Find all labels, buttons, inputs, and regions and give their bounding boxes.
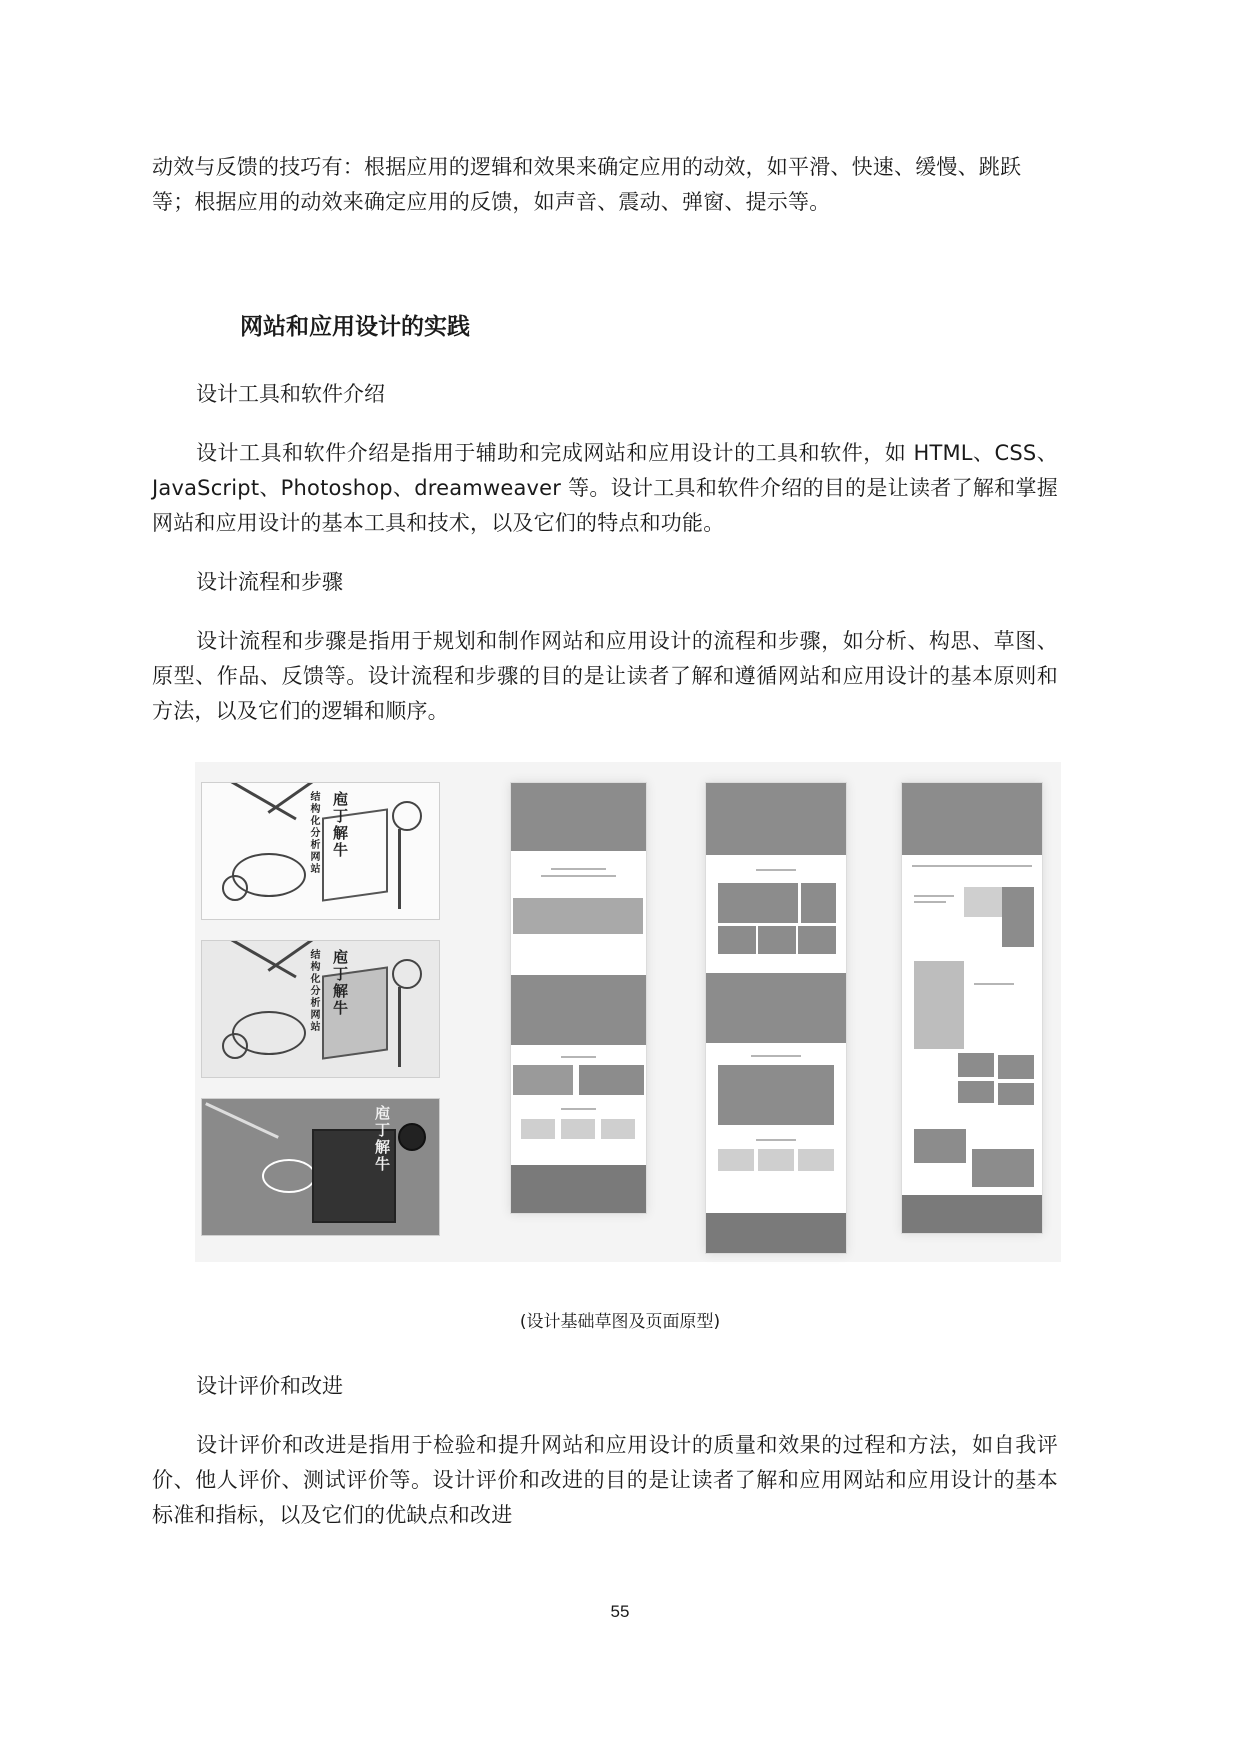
flow-paragraph: 设计流程和步骤是指用于规划和制作网站和应用设计的流程和步骤，如分析、构思、草图、原型、作品、反馈等。设计流程和步骤的目的是让读者了解和遵循网站和应用设计的基本原则和方法，以及它们的逻辑和顺序。 — [152, 629, 1058, 723]
sketch-title-2: 庖丁解牛 — [331, 949, 349, 1017]
intro-line-2: 等；根据应用的动效来确定应用的反馈，如声音、震动、弹窗、提示等。 — [152, 190, 831, 214]
wireframe-prototype-2 — [705, 782, 847, 1254]
sketch-image-3 — [201, 1098, 440, 1236]
flow-subheading: 设计流程和步骤 — [196, 570, 343, 594]
tools-subheading: 设计工具和软件介绍 — [196, 382, 385, 406]
sketch-title-1: 庖丁解牛 — [331, 791, 349, 859]
eval-paragraph: 设计评价和改进是指用于检验和提升网站和应用设计的质量和效果的过程和方法，如自我评价、他人评价、测试评价等。设计评价和改进的目的是让读者了解和应用网站和应用设计的基本标准和指标，以及它们的优缺点和改进 — [152, 1433, 1058, 1527]
sketch-subtitle-2: 结构化分析网站 — [308, 949, 319, 1033]
wireframe-prototype-1 — [510, 782, 647, 1214]
eval-subheading: 设计评价和改进 — [196, 1374, 343, 1398]
sketch-subtitle-1: 结构化分析网站 — [308, 791, 319, 875]
sketch-image-2 — [201, 940, 440, 1078]
section-heading: 网站和应用设计的实践 — [240, 314, 470, 340]
intro-line-1: 动效与反馈的技巧有：根据应用的逻辑和效果来确定应用的动效，如平滑、快速、缓慢、跳跃 — [152, 155, 1022, 179]
design-figure — [195, 762, 1061, 1262]
tools-paragraph: 设计工具和软件介绍是指用于辅助和完成网站和应用设计的工具和软件，如 HTML、CSS、JavaScript、Photoshop、dreamweaver 等。设计工具和软件介绍的目的是让读者了解和掌握网站和应用设计的基本工具和技术，以及它们的特点和功能。 — [152, 441, 1058, 535]
page-number: 55 — [610, 1602, 630, 1621]
sketch-title-3: 庖丁解牛 — [373, 1105, 391, 1173]
wireframe-prototype-3 — [901, 782, 1043, 1234]
intro-paragraph — [152, 150, 1058, 220]
figure-caption: (设计基础草图及页面原型) — [519, 1312, 721, 1332]
sketch-image-1 — [201, 782, 440, 920]
